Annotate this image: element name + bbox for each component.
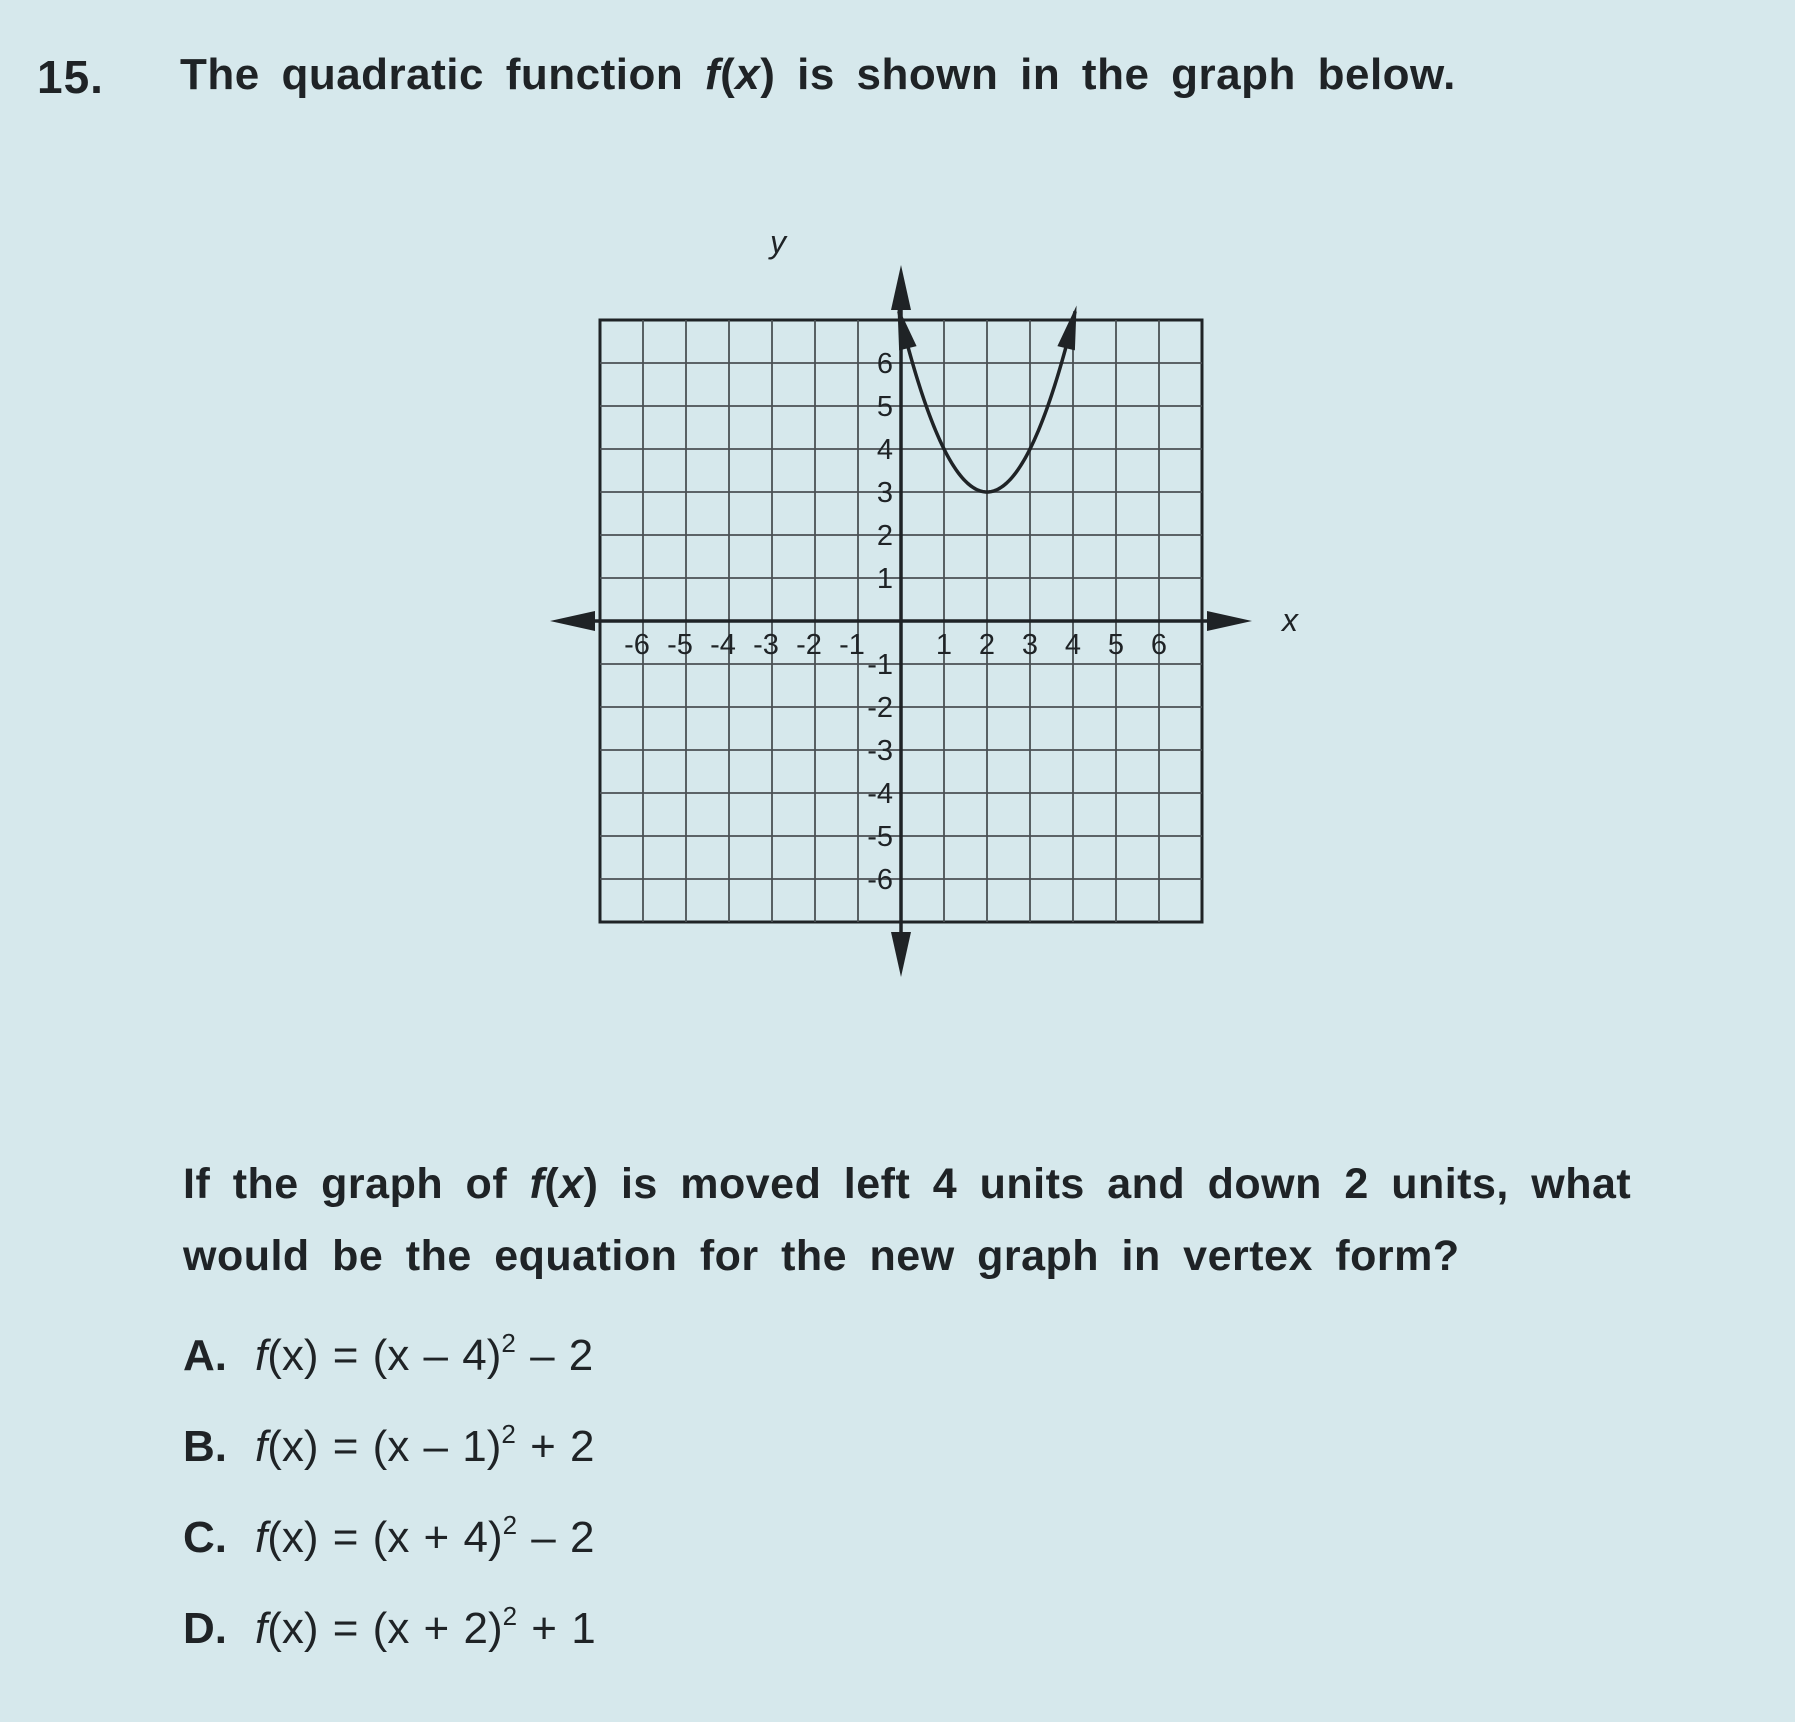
equation-function-name: f	[255, 1604, 268, 1653]
x-tick-label: -6	[624, 629, 650, 661]
equation-lhs: (x) = (x + 2)	[267, 1604, 503, 1653]
x-tick-label: -2	[796, 629, 822, 661]
stem-paren-close: )	[760, 50, 776, 99]
y-tick-label: -3	[867, 735, 893, 767]
y-tick-label: -4	[867, 778, 893, 810]
x-tick-label: 5	[1107, 629, 1125, 661]
y-tick-label: 2	[876, 520, 893, 552]
equation-exponent: 2	[501, 1328, 516, 1358]
equation-rhs: – 2	[517, 1513, 595, 1562]
y-tick-label: -2	[867, 692, 893, 724]
x-tick-label: 6	[1150, 629, 1168, 661]
prompt-paren-open: (	[544, 1160, 560, 1208]
equation-function-name: f	[255, 1422, 268, 1471]
question-prompt	[183, 1148, 1753, 1292]
y-tick-label: 6	[876, 348, 893, 380]
answer-choices	[183, 1328, 596, 1692]
x-tick-label: -4	[710, 629, 736, 661]
x-tick-label: -5	[667, 629, 693, 661]
y-tick-label: -5	[867, 821, 893, 853]
x-tick-label: -1	[839, 629, 865, 661]
equation-function-name: f	[255, 1513, 268, 1562]
x-tick-label: 4	[1064, 629, 1082, 661]
question-stem	[180, 50, 1456, 100]
parabola-arrowhead	[1057, 305, 1076, 350]
choice-equation	[255, 1510, 594, 1563]
choice-b[interactable]	[183, 1419, 596, 1510]
x-axis-left-arrow	[550, 611, 595, 631]
choice-equation	[255, 1419, 594, 1472]
stem-text-before: The quadratic function	[180, 50, 705, 99]
choice-letter: B.	[183, 1422, 227, 1471]
y-tick-label: 3	[876, 477, 893, 509]
choice-letter: A.	[183, 1331, 227, 1380]
x-tick-label: -3	[753, 629, 779, 661]
equation-lhs: (x) = (x – 1)	[267, 1422, 502, 1471]
y-tick-label: -1	[867, 649, 893, 681]
equation-function-name: f	[255, 1331, 268, 1380]
x-axis-right-arrow	[1207, 611, 1252, 631]
quadratic-graph	[530, 215, 1350, 995]
y-axis-bottom-arrow	[891, 932, 911, 977]
stem-text-after: is shown in the graph below.	[775, 50, 1456, 99]
prompt-variable: x	[559, 1160, 584, 1208]
y-tick-label: -6	[867, 864, 893, 896]
equation-exponent: 2	[502, 1601, 518, 1631]
equation-lhs: (x) = (x + 4)	[267, 1513, 503, 1562]
y-tick-label: 5	[876, 391, 893, 423]
parabola-arrowhead	[897, 305, 916, 350]
x-tick-label: 3	[1021, 629, 1039, 661]
choice-equation	[255, 1328, 593, 1381]
equation-rhs: + 2	[515, 1422, 595, 1471]
equation-exponent: 2	[501, 1419, 516, 1449]
equation-exponent: 2	[502, 1510, 518, 1540]
choice-a[interactable]	[183, 1328, 596, 1419]
x-tick-label: 1	[935, 629, 953, 661]
choice-letter: C.	[183, 1513, 227, 1562]
prompt-text-1: If the graph of	[183, 1160, 530, 1208]
equation-lhs: (x) = (x – 4)	[267, 1331, 502, 1380]
equation-rhs: + 1	[517, 1604, 596, 1653]
x-tick-label: 2	[978, 629, 996, 661]
choice-letter: D.	[183, 1604, 227, 1653]
choice-c[interactable]	[183, 1510, 596, 1601]
choice-equation	[255, 1601, 596, 1654]
y-tick-label: 4	[876, 434, 893, 466]
y-axis-top-arrow	[891, 265, 911, 310]
prompt-text-2: ) is moved left 4 units and down 2 units, what would be the equation for the new graph in vertex form?	[183, 1160, 1632, 1280]
stem-paren-open: (	[720, 50, 736, 99]
y-axis-label: y	[770, 224, 786, 260]
choice-d[interactable]	[183, 1601, 596, 1692]
stem-function-name: f	[704, 50, 721, 99]
question-number: 15.	[37, 51, 104, 103]
x-axis-label: x	[1282, 602, 1298, 638]
equation-rhs: – 2	[515, 1331, 594, 1380]
prompt-function-name: f	[529, 1160, 545, 1208]
stem-variable: x	[735, 50, 761, 99]
axes	[550, 265, 1252, 977]
y-tick-label: 1	[876, 563, 893, 595]
